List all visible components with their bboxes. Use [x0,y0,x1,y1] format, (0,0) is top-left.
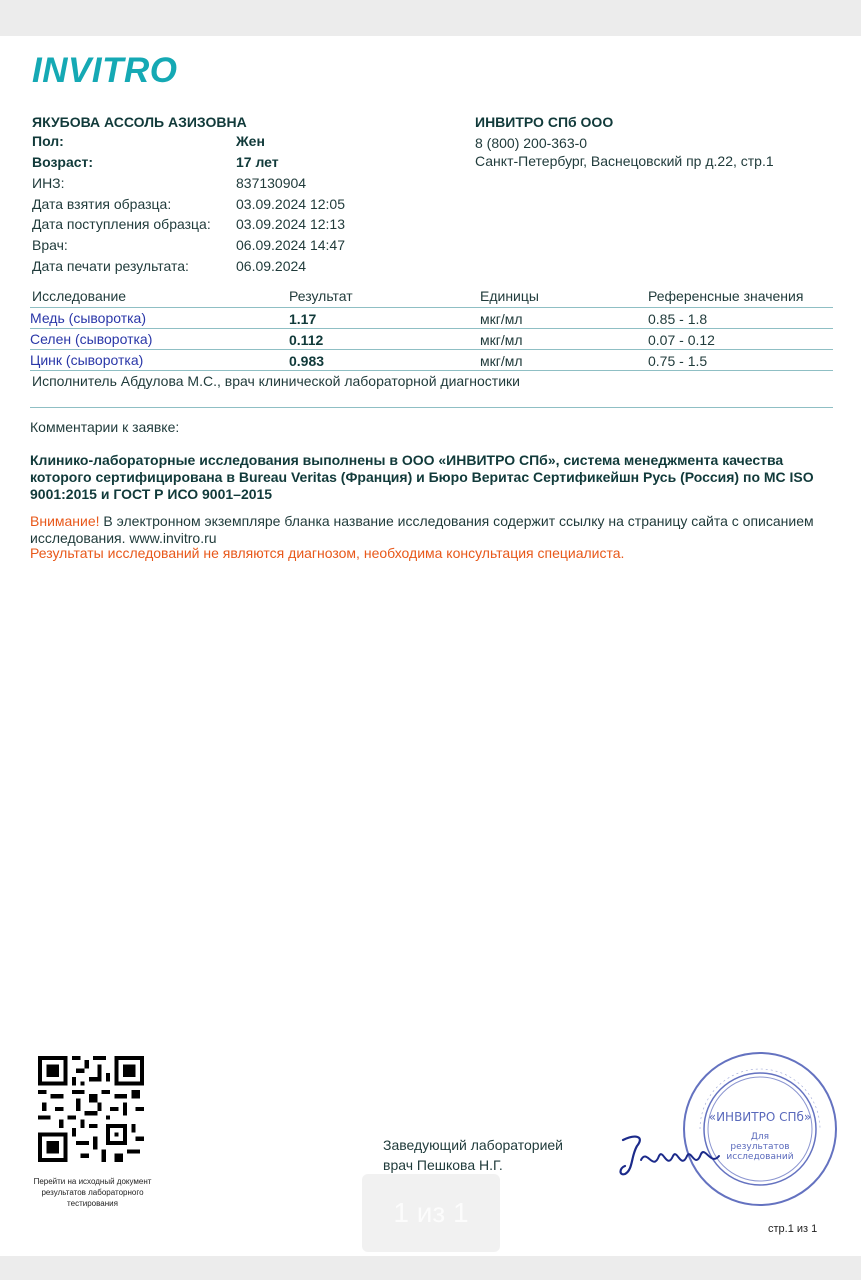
units-zinc: мкг/мл [480,353,523,369]
table-divider [30,328,833,329]
sample-received-label: Дата поступления образца: [32,216,211,232]
sample-taken-label: Дата взятия образца: [32,196,172,212]
col-header-units: Единицы [480,288,539,304]
head-role: Заведующий лабораторией [383,1137,563,1153]
page-indicator: 1 из 1 [362,1174,500,1252]
certification-text: Клинико-лабораторные исследования выполнены в ООО «ИНВИТРО СПб», система менеджмента качества которого сертифицирована в Bureau Veritas (Франция) и Бюро Веритас Сертификейшн Русь (Россия) по МС ISO 9001:2015 и ГОСТ Р ИСО 9001–2015 [30,452,814,502]
sample-received-value: 03.09.2024 12:13 [236,216,345,232]
table-divider [30,307,833,308]
head-name: врач Пешкова Н.Г. [383,1157,503,1173]
lab-phone: 8 (800) 200-363-0 [475,135,588,151]
invitro-logo: INVITRO [32,51,178,90]
comments-label: Комментарии к заявке: [30,419,180,435]
reference-copper: 0.85 - 1.8 [648,311,708,327]
col-header-result: Результат [289,288,353,304]
result-zinc: 0.983 [289,353,325,369]
performer: Исполнитель Абдулова М.С., врач клинической лабораторной диагностики [32,373,520,389]
sample-taken-value: 03.09.2024 12:05 [236,196,345,212]
print-date-value: 06.09.2024 [236,258,307,274]
svg-text:исследований: исследований [726,1152,794,1162]
svg-text:Для: Для [750,1132,770,1142]
col-header-reference: Референсные значения [648,288,804,304]
section-divider [30,407,833,408]
table-divider [30,349,833,350]
reference-selenium: 0.07 - 0.12 [648,332,715,348]
doctor-value: 06.09.2024 14:47 [236,237,345,253]
inz-label: ИНЗ: [32,175,65,191]
age-value: 17 лет [236,154,279,170]
qr-code[interactable] [38,1056,144,1162]
col-header-test: Исследование [32,288,127,304]
svg-text:«ИНВИТРО СПб»: «ИНВИТРО СПб» [708,1110,812,1124]
test-link-copper[interactable]: Медь (сыворотка) [30,310,146,326]
sex-value: Жен [236,133,265,149]
inz-value: 837130904 [236,175,307,191]
units-selenium: мкг/мл [480,332,523,348]
lab-address: Санкт-Петербург, Васнецовский пр д.22, стр.1 [475,153,774,169]
result-selenium: 0.112 [289,332,324,348]
signature-icon [615,1126,725,1186]
sex-label: Пол: [32,133,64,149]
test-link-zinc[interactable]: Цинк (сыворотка) [30,352,144,368]
age-label: Возраст: [32,154,94,170]
doctor-label: Врач: [32,237,68,253]
reference-zinc: 0.75 - 1.5 [648,353,708,369]
disclaimer: Результаты исследований не являются диагнозом, необходима консультация специалиста. [30,545,625,561]
qr-caption: Перейти на исходный документ результатов лабораторного тестирования [33,1177,152,1208]
patient-name: ЯКУБОВА АССОЛЬ АЗИЗОВНА [32,114,247,130]
result-document [0,36,861,1256]
test-link-selenium[interactable]: Селен (сыворотка) [30,331,153,347]
units-copper: мкг/мл [480,311,523,327]
attention-label: Внимание! [30,513,100,529]
page-number: стр.1 из 1 [768,1223,818,1235]
svg-text:результатов: результатов [730,1142,790,1152]
table-divider [30,370,833,371]
attention-text: В электронном экземпляре бланка название исследования содержит ссылку на страницу сайта с описанием исследования. www.invitro.ru [30,513,814,546]
print-date-label: Дата печати результата: [32,258,189,274]
lab-name: ИНВИТРО СПб ООО [475,114,614,130]
result-copper: 1.17 [289,311,317,327]
attention-notice [30,513,835,547]
